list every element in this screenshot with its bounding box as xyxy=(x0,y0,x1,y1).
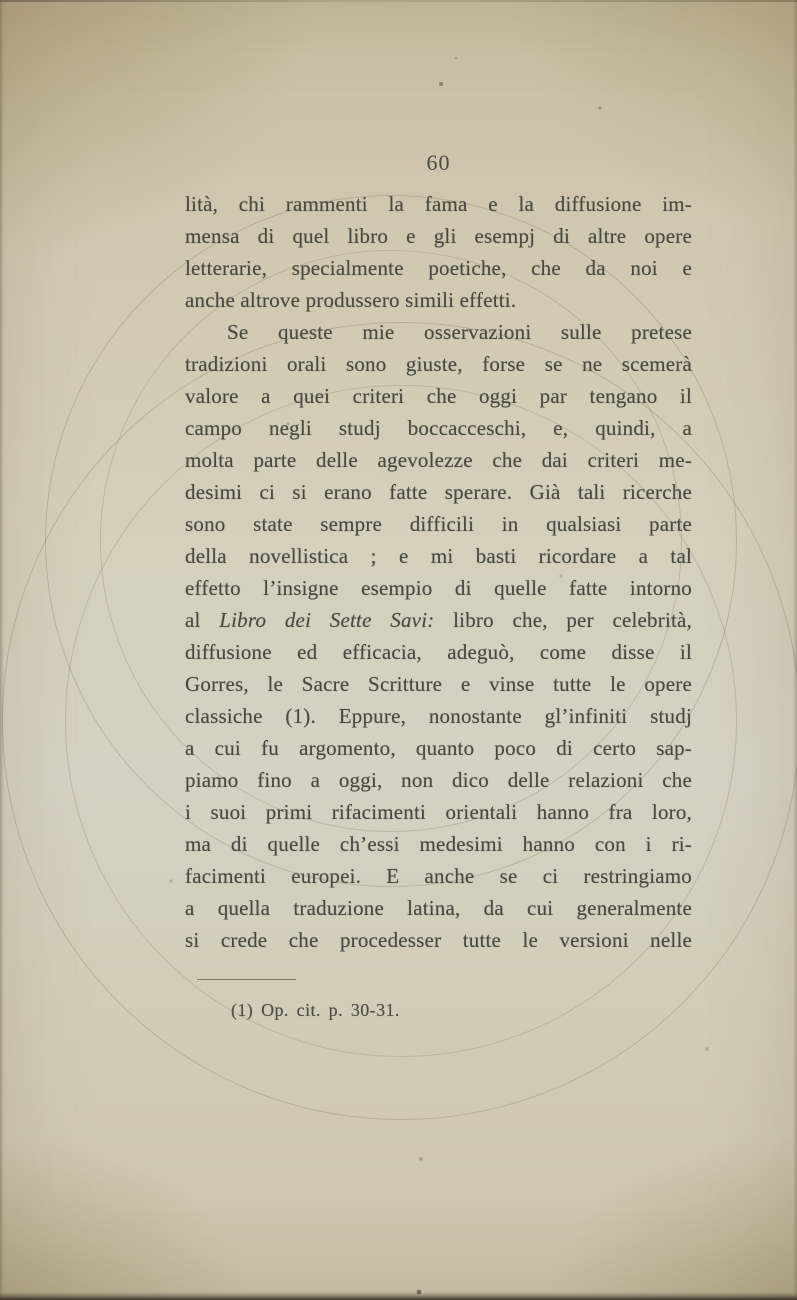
scan-edge-bottom xyxy=(0,1292,797,1300)
text-line xyxy=(185,828,692,860)
text-segment: lità, chi rammenti la fama e la diffusione im- xyxy=(185,192,692,216)
text-segment: tradizioni orali sono giuste, forse se ne scemerà xyxy=(185,352,692,376)
italic-book-title: Libro dei Sette Savi: xyxy=(219,608,435,632)
text-segment: mensa di quel libro e gli esempj di altre opere xyxy=(185,224,692,248)
scan-edge-left xyxy=(0,0,4,1300)
text-segment: campo negli studj boccacceschi, e, quindi, a xyxy=(185,416,692,440)
text-segment: facimenti europei. E anche se ci restringiamo xyxy=(185,864,692,888)
text-segment: sono state sempre difficili in qualsiasi parte xyxy=(185,512,692,536)
text-line xyxy=(185,252,692,284)
scan-edge-top xyxy=(0,0,797,2)
text-segment: desimi ci si erano fatte sperare. Già tali ricerche xyxy=(185,480,692,504)
text-line xyxy=(185,284,692,316)
text-line xyxy=(185,796,692,828)
text-line xyxy=(185,732,692,764)
text-line xyxy=(185,508,692,540)
text-segment: molta parte delle agevolezze che dai criteri me- xyxy=(185,448,692,472)
text-segment: al xyxy=(185,608,220,632)
text-line xyxy=(185,764,692,796)
text-segment: letterarie, specialmente poetiche, che da noi e xyxy=(185,256,692,280)
text-line xyxy=(185,572,692,604)
text-line xyxy=(185,892,692,924)
text-segment: i suoi primi rifacimenti orientali hanno fra loro, xyxy=(185,800,692,824)
text-line xyxy=(185,348,692,380)
text-segment: libro che, per celebrità, xyxy=(434,608,692,632)
footnote-rule xyxy=(197,979,296,980)
scan-edge-right xyxy=(793,0,797,1300)
page-number: 60 xyxy=(426,150,451,175)
text-line xyxy=(185,444,692,476)
text-line xyxy=(185,700,692,732)
body-text xyxy=(185,188,692,956)
text-segment: Se queste mie osservazioni sulle pretese xyxy=(227,320,692,344)
text-segment: piamo fino a oggi, non dico delle relazioni che xyxy=(185,768,692,792)
text-segment: ma di quelle ch’essi medesimi hanno con i ri- xyxy=(185,832,692,856)
text-line xyxy=(185,540,692,572)
footnote: (1) Op. cit. p. 30-31. xyxy=(231,1000,400,1020)
text-segment: anche altrove produssero simili effetti. xyxy=(185,288,517,312)
text-line xyxy=(185,604,692,636)
text-line xyxy=(185,380,692,412)
text-line xyxy=(185,668,692,700)
text-line xyxy=(185,188,692,220)
text-line xyxy=(185,924,692,956)
text-segment: si crede che procedesser tutte le versioni nelle xyxy=(185,928,692,952)
text-segment: classiche (1). Eppure, nonostante gl’infiniti studj xyxy=(185,704,692,728)
text-segment: a quella traduzione latina, da cui generalmente xyxy=(185,896,692,920)
text-segment: diffusione ed efficacia, adeguò, come disse il xyxy=(185,640,692,664)
text-segment: Gorres, le Sacre Scritture e vinse tutte le opere xyxy=(185,672,692,696)
text-line xyxy=(185,220,692,252)
text-line xyxy=(185,316,692,348)
text-line xyxy=(185,412,692,444)
text-segment: valore a quei criteri che oggi par tengano il xyxy=(185,384,692,408)
text-segment: a cui fu argomento, quanto poco di certo sap- xyxy=(185,736,692,760)
text-line xyxy=(185,476,692,508)
text-line xyxy=(185,860,692,892)
text-segment: effetto l’insigne esempio di quelle fatte intorno xyxy=(185,576,692,600)
text-segment: della novellistica ; e mi basti ricordare a tal xyxy=(185,544,692,568)
text-line xyxy=(185,636,692,668)
